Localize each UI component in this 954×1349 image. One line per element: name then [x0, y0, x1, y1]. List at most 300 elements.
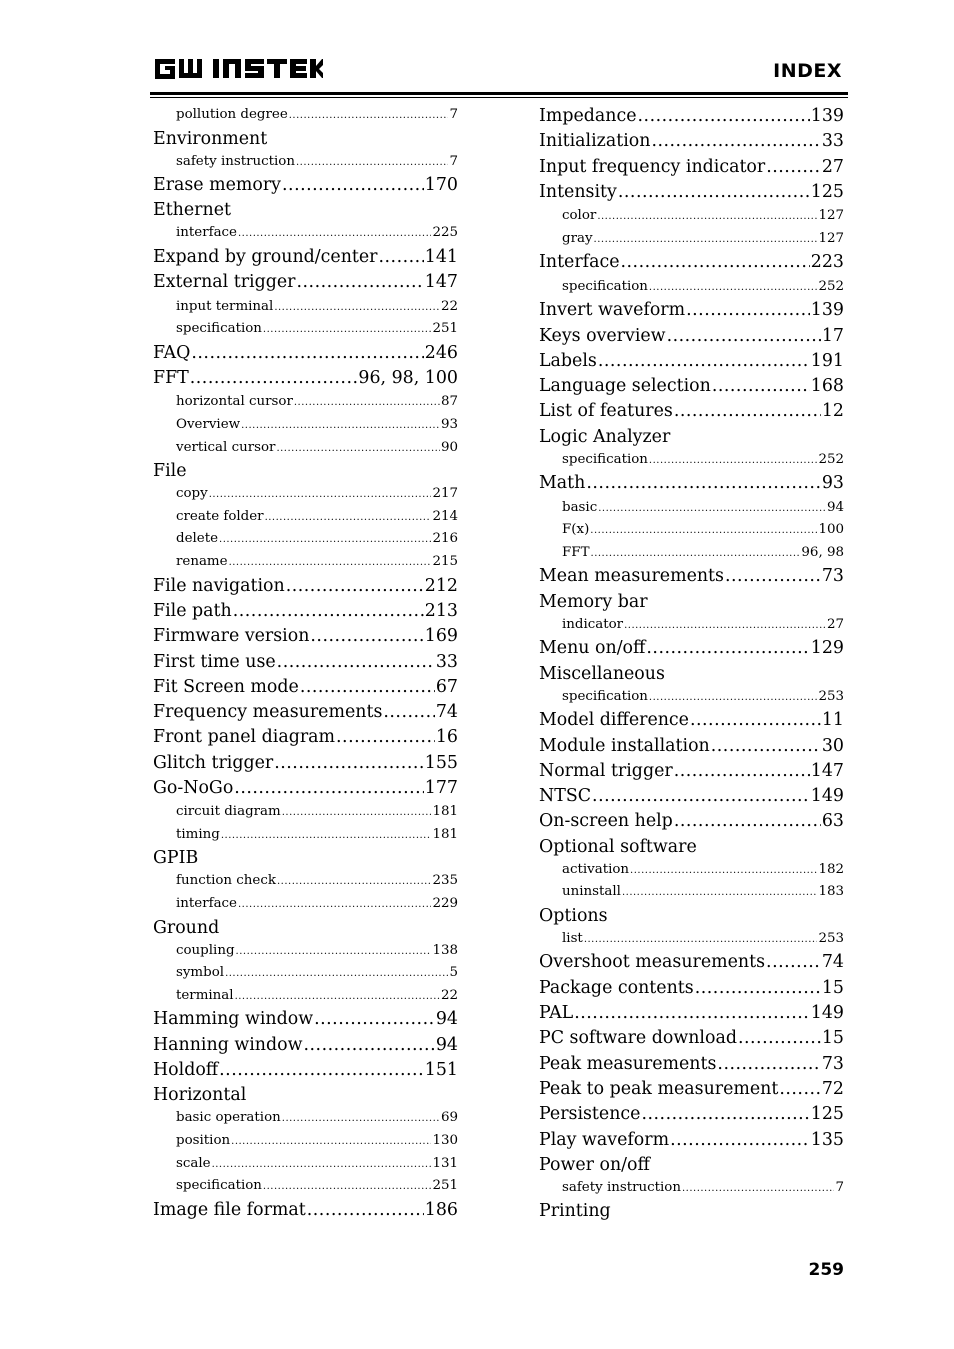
- index-term: specification: [562, 688, 648, 704]
- dot-leader: [667, 324, 821, 349]
- dot-leader: [646, 636, 809, 661]
- index-subentry: [153, 528, 458, 551]
- index-page-ref: 135: [810, 1129, 844, 1150]
- index-term: function check: [176, 873, 276, 889]
- dot-leader: [219, 528, 431, 551]
- index-term: horizontal cursor: [176, 394, 293, 410]
- index-term: Labels: [539, 350, 597, 371]
- index-term: Play waveform: [539, 1129, 670, 1150]
- index-page-ref: 7: [449, 153, 458, 169]
- index-term: Printing: [539, 1201, 611, 1222]
- index-term: GPIB: [153, 848, 199, 869]
- dot-leader: [263, 318, 432, 341]
- index-page-ref: 170: [424, 175, 458, 196]
- index-entry: [153, 916, 458, 940]
- dot-leader: [190, 366, 358, 391]
- index-term: pollution degree: [176, 107, 288, 122]
- index-term: FFT: [153, 368, 189, 389]
- index-term: Impedance: [539, 106, 637, 126]
- index-subentry: [539, 205, 844, 228]
- dot-leader: [670, 1128, 810, 1153]
- index-term: Image file format: [153, 1199, 306, 1220]
- index-entry: [539, 1199, 844, 1223]
- index-page-ref: 215: [432, 554, 458, 570]
- dot-leader: [766, 155, 821, 180]
- dot-leader: [307, 1198, 424, 1223]
- dot-leader: [618, 180, 810, 205]
- index-subentry: [153, 506, 458, 529]
- index-page-ref: 147: [810, 760, 844, 781]
- dot-leader: [209, 483, 432, 506]
- index-page-ref: 5: [449, 965, 458, 981]
- index-subentry: [539, 449, 844, 472]
- dot-leader: [621, 250, 810, 275]
- index-term: Invert waveform: [539, 300, 686, 321]
- index-page-ref: 213: [424, 600, 458, 621]
- index-term: Hamming window: [153, 1009, 314, 1030]
- index-column-right: [539, 104, 844, 1223]
- index-term: safety instruction: [176, 153, 295, 169]
- index-term: specification: [562, 451, 648, 467]
- index-page-ref: 73: [821, 566, 844, 587]
- index-page-ref: 151: [424, 1060, 458, 1081]
- dot-leader: [236, 940, 432, 963]
- index-entry: [153, 127, 458, 151]
- dot-leader: [191, 341, 423, 366]
- index-term: Holdoff: [153, 1060, 219, 1081]
- index-entry: [539, 976, 844, 1001]
- index-term: F(x): [562, 522, 590, 538]
- dot-leader: [219, 1058, 424, 1083]
- dot-leader: [314, 1007, 435, 1032]
- index-page-ref: 155: [424, 752, 458, 773]
- index-term: Optional software: [539, 836, 697, 857]
- index-entry: [539, 1102, 844, 1127]
- index-entry: [539, 734, 844, 759]
- index-term: Firmware version: [153, 626, 310, 647]
- dot-leader: [591, 542, 801, 565]
- index-term: Power on/off: [539, 1154, 650, 1175]
- index-page-ref: 181: [432, 826, 458, 842]
- header-rule-thick: [150, 92, 848, 95]
- index-subentry: [539, 686, 844, 709]
- index-page-ref: 15: [821, 1028, 844, 1049]
- index-entry: [539, 471, 844, 496]
- dot-leader: [225, 962, 448, 985]
- index-entry: [539, 298, 844, 323]
- index-term: File path: [153, 600, 232, 621]
- index-subentry: [153, 296, 458, 319]
- dot-leader: [638, 104, 810, 129]
- dot-leader: [598, 497, 826, 520]
- index-entry: [539, 1052, 844, 1077]
- index-term: color: [562, 208, 597, 224]
- index-term: gray: [562, 230, 593, 246]
- index-term: Interface: [539, 252, 620, 273]
- index-entry: [539, 104, 844, 129]
- index-page-ref: 16: [435, 727, 458, 748]
- index-subentry: [539, 497, 844, 520]
- index-entry: [539, 1001, 844, 1026]
- index-subentry: [539, 228, 844, 251]
- index-page-ref: 127: [818, 208, 844, 224]
- dot-leader: [265, 506, 432, 529]
- index-page-ref: 181: [432, 804, 458, 820]
- index-term: delete: [176, 531, 219, 547]
- index-term: Intensity: [539, 181, 617, 202]
- index-entry: [153, 751, 458, 776]
- index-page-ref: 216: [432, 531, 458, 547]
- index-entry: [539, 349, 844, 374]
- index-term: Hanning window: [153, 1034, 303, 1055]
- index-term: Mean measurements: [539, 566, 724, 587]
- index-term: specification: [562, 278, 648, 294]
- dot-leader: [212, 1153, 432, 1176]
- dot-leader: [779, 1077, 821, 1102]
- index-term: Model difference: [539, 710, 689, 731]
- index-page-ref: 138: [432, 942, 458, 958]
- index-page-ref: 127: [818, 230, 844, 246]
- index-page-ref: 186: [424, 1199, 458, 1220]
- index-entry: [153, 270, 458, 295]
- dot-leader: [586, 471, 820, 496]
- index-entry: [153, 1083, 458, 1107]
- index-term: indicator: [562, 616, 624, 632]
- index-subentry: [153, 940, 458, 963]
- index-term: FFT: [562, 544, 590, 560]
- index-page-ref: 90: [440, 439, 458, 455]
- index-page-ref: 252: [818, 451, 844, 467]
- dot-leader: [297, 270, 424, 295]
- dot-leader: [624, 614, 826, 637]
- index-page-ref: 253: [818, 688, 844, 704]
- index-term: Logic Analyzer: [539, 426, 671, 447]
- index-term: Language selection: [539, 376, 711, 397]
- index-entry: [153, 574, 458, 599]
- dot-leader: [234, 776, 424, 801]
- dot-leader: [725, 564, 821, 589]
- index-subentry: [539, 542, 844, 565]
- index-entry: [153, 341, 458, 366]
- index-page-ref: 183: [818, 884, 844, 900]
- dot-leader: [594, 228, 818, 251]
- dot-leader: [235, 985, 440, 1008]
- index-entry: [539, 564, 844, 589]
- index-page-ref: 214: [432, 508, 458, 524]
- index-entry: [539, 425, 844, 449]
- index-page-ref: 94: [435, 1034, 458, 1055]
- index-page-ref: 12: [821, 401, 844, 422]
- index-entry: [539, 250, 844, 275]
- dot-leader: [221, 824, 432, 847]
- index-page-ref: 74: [821, 952, 844, 973]
- dot-leader: [711, 734, 821, 759]
- index-term: safety instruction: [562, 1179, 681, 1195]
- index-term: Persistence: [539, 1104, 641, 1125]
- dot-leader: [712, 374, 810, 399]
- index-entry: [539, 324, 844, 349]
- dot-leader: [231, 1130, 431, 1153]
- index-term: timing: [176, 826, 220, 842]
- index-page-ref: 225: [432, 225, 458, 241]
- dot-leader: [336, 725, 435, 750]
- dot-leader: [276, 437, 440, 460]
- index-page-ref: 246: [424, 342, 458, 363]
- index-term: Miscellaneous: [539, 663, 665, 684]
- index-subentry: [539, 614, 844, 637]
- index-term: FAQ: [153, 342, 191, 363]
- index-term: specification: [176, 1178, 262, 1194]
- dot-leader: [597, 205, 817, 228]
- index-page-ref: 131: [432, 1155, 458, 1171]
- index-term: PAL: [539, 1003, 574, 1024]
- page-number: 259: [808, 1260, 844, 1280]
- index-term: PC software download: [539, 1028, 737, 1049]
- index-page-ref: 7: [835, 1179, 844, 1195]
- dot-leader: [274, 751, 424, 776]
- index-term: activation: [562, 861, 630, 877]
- dot-leader: [378, 245, 423, 270]
- index-term: basic: [562, 499, 598, 515]
- dot-leader: [598, 349, 810, 374]
- dot-leader: [238, 222, 431, 245]
- dot-leader: [263, 1175, 432, 1198]
- index-entry: [539, 636, 844, 661]
- dot-leader: [630, 859, 817, 882]
- index-term: Package contents: [539, 977, 694, 998]
- index-term: First time use: [153, 651, 276, 672]
- index-entry: [153, 1033, 458, 1058]
- dot-leader: [649, 686, 818, 709]
- index-page-ref: 94: [826, 499, 844, 515]
- index-subentry: [153, 391, 458, 414]
- index-term: On-screen help: [539, 811, 673, 832]
- index-entry: [153, 198, 458, 222]
- index-page-ref: 94: [435, 1009, 458, 1030]
- index-entry: [539, 950, 844, 975]
- index-term: Environment: [153, 128, 268, 149]
- index-term: Input frequency indicator: [539, 156, 766, 177]
- index-subentry: [153, 222, 458, 245]
- index-entry: [153, 599, 458, 624]
- index-term: interface: [176, 896, 237, 912]
- index-page-ref: 27: [826, 616, 844, 632]
- index-page-ref: 27: [821, 156, 844, 177]
- index-term: Menu on/off: [539, 638, 646, 659]
- index-entry: [539, 835, 844, 859]
- index-page-ref: 147: [424, 272, 458, 293]
- index-subentry: [153, 801, 458, 824]
- index-term: Ethernet: [153, 200, 231, 221]
- index-page-ref: 191: [810, 350, 844, 371]
- dot-leader: [584, 928, 818, 951]
- index-term: circuit diagram: [176, 804, 281, 820]
- dot-leader: [294, 391, 440, 414]
- index-entry: [153, 1007, 458, 1032]
- index-page-ref: 17: [821, 325, 844, 346]
- dot-leader: [682, 1177, 834, 1200]
- dot-leader: [274, 296, 440, 319]
- index-page-ref: 149: [810, 786, 844, 807]
- index-page-ref: 22: [440, 298, 458, 314]
- dot-leader: [304, 1033, 435, 1058]
- index-term: Module installation: [539, 735, 710, 756]
- dot-leader: [300, 675, 435, 700]
- index-entry: [539, 904, 844, 928]
- index-term: Fit Screen mode: [153, 676, 299, 697]
- index-entry: [153, 1198, 458, 1223]
- dot-leader: [674, 399, 821, 424]
- index-term: Glitch trigger: [153, 752, 274, 773]
- index-subentry: [539, 276, 844, 299]
- index-term: Options: [539, 905, 608, 926]
- index-term: scale: [176, 1155, 211, 1171]
- index-page-ref: 7: [449, 107, 458, 122]
- index-page-ref: 177: [424, 777, 458, 798]
- dot-leader: [282, 801, 432, 824]
- index-page-ref: 149: [810, 1003, 844, 1024]
- index-term: specification: [176, 321, 262, 337]
- index-term: Erase memory: [153, 175, 282, 196]
- index-page-ref: 69: [440, 1110, 458, 1126]
- index-term: NTSC: [539, 786, 592, 807]
- dot-leader: [574, 1001, 810, 1026]
- index-entry: [539, 662, 844, 686]
- index-subentry: [153, 824, 458, 847]
- index-page-ref: 253: [818, 930, 844, 946]
- index-page-ref: 252: [818, 278, 844, 294]
- header-rule-thin: [150, 97, 848, 98]
- index-term: Memory bar: [539, 591, 648, 612]
- index-entry: [153, 1058, 458, 1083]
- index-entry: [539, 784, 844, 809]
- dot-leader: [674, 759, 810, 784]
- dot-leader: [277, 870, 431, 893]
- index-page-ref: 93: [440, 417, 458, 433]
- index-page-ref: 229: [432, 896, 458, 912]
- index-subentry: [153, 1175, 458, 1198]
- index-term: Overshoot measurements: [539, 952, 766, 973]
- dot-leader: [686, 298, 810, 323]
- index-subentry: [539, 519, 844, 542]
- index-term: Horizontal: [153, 1085, 247, 1106]
- index-page-ref: 130: [432, 1132, 458, 1148]
- dot-leader: [717, 1052, 820, 1077]
- index-page-ref: 100: [818, 522, 844, 538]
- index-term: File navigation: [153, 575, 285, 596]
- index-term: uninstall: [562, 884, 621, 900]
- index-page-ref: 125: [810, 181, 844, 202]
- index-term: vertical cursor: [176, 439, 276, 455]
- index-page-ref: 251: [432, 321, 458, 337]
- index-term: External trigger: [153, 272, 296, 293]
- index-page-ref: 63: [821, 811, 844, 832]
- index-column-left: [153, 104, 458, 1223]
- index-page-ref: 212: [424, 575, 458, 596]
- index-page-ref: 87: [440, 394, 458, 410]
- dot-leader: [229, 551, 432, 574]
- index-entry: [539, 180, 844, 205]
- dot-leader: [674, 809, 821, 834]
- index-subentry: [153, 104, 458, 127]
- index-subentry: [153, 483, 458, 506]
- index-page-ref: 235: [432, 873, 458, 889]
- index-page-ref: 33: [435, 651, 458, 672]
- index-term: create folder: [176, 508, 264, 524]
- index-page-ref: 251: [432, 1178, 458, 1194]
- index-page-ref: 93: [821, 473, 844, 494]
- index-subentry: [153, 551, 458, 574]
- dot-leader: [383, 700, 434, 725]
- index-term: Expand by ground/center: [153, 247, 378, 268]
- index-term: Peak measurements: [539, 1053, 717, 1074]
- gw-instek-logo: [153, 55, 323, 83]
- index-term: terminal: [176, 987, 234, 1003]
- index-entry: [153, 776, 458, 801]
- index-term: Keys overview: [539, 325, 666, 346]
- index-page-ref: 96, 98: [801, 544, 844, 560]
- dot-leader: [310, 624, 423, 649]
- index-subentry: [153, 870, 458, 893]
- index-subentry: [153, 962, 458, 985]
- index-page-ref: 217: [432, 486, 458, 502]
- index-entry: [539, 129, 844, 154]
- index-entry: [539, 1153, 844, 1177]
- index-entry: [153, 675, 458, 700]
- index-page-ref: 169: [424, 626, 458, 647]
- index-entry: [539, 399, 844, 424]
- index-term: copy: [176, 486, 208, 502]
- dot-leader: [233, 599, 424, 624]
- index-term: Frequency measurements: [153, 702, 383, 723]
- index-term: Peak to peak measurement: [539, 1078, 779, 1099]
- index-entry: [153, 366, 458, 391]
- index-term: Initialization: [539, 131, 651, 152]
- index-term: position: [176, 1132, 231, 1148]
- index-term: basic operation: [176, 1110, 281, 1126]
- index-page-ref: 96, 98, 100: [358, 368, 458, 389]
- index-term: Ground: [153, 917, 220, 938]
- index-term: list: [562, 930, 583, 946]
- index-page-ref: 74: [435, 702, 458, 723]
- index-subentry: [539, 881, 844, 904]
- index-subentry: [153, 893, 458, 916]
- dot-leader: [695, 976, 821, 1001]
- dot-leader: [289, 104, 449, 127]
- index-entry: [539, 374, 844, 399]
- index-entry: [153, 700, 458, 725]
- index-subentry: [153, 318, 458, 341]
- brand-text: GW INSTEK: [153, 55, 159, 56]
- dot-leader: [590, 519, 817, 542]
- index-page-ref: 72: [821, 1078, 844, 1099]
- index-term: Normal trigger: [539, 760, 673, 781]
- index-page-ref: 11: [821, 710, 844, 731]
- index-page-ref: 168: [810, 376, 844, 397]
- index-page-ref: 182: [818, 861, 844, 877]
- index-subentry: [539, 859, 844, 882]
- index-entry: [539, 155, 844, 180]
- index-page-ref: 139: [810, 106, 844, 126]
- index-entry: [539, 708, 844, 733]
- index-entry: [153, 245, 458, 270]
- index-subentry: [153, 437, 458, 460]
- index-entry: [539, 1128, 844, 1153]
- index-entry: [153, 459, 458, 483]
- dot-leader: [286, 574, 424, 599]
- index-term: interface: [176, 225, 237, 241]
- index-entry: [153, 725, 458, 750]
